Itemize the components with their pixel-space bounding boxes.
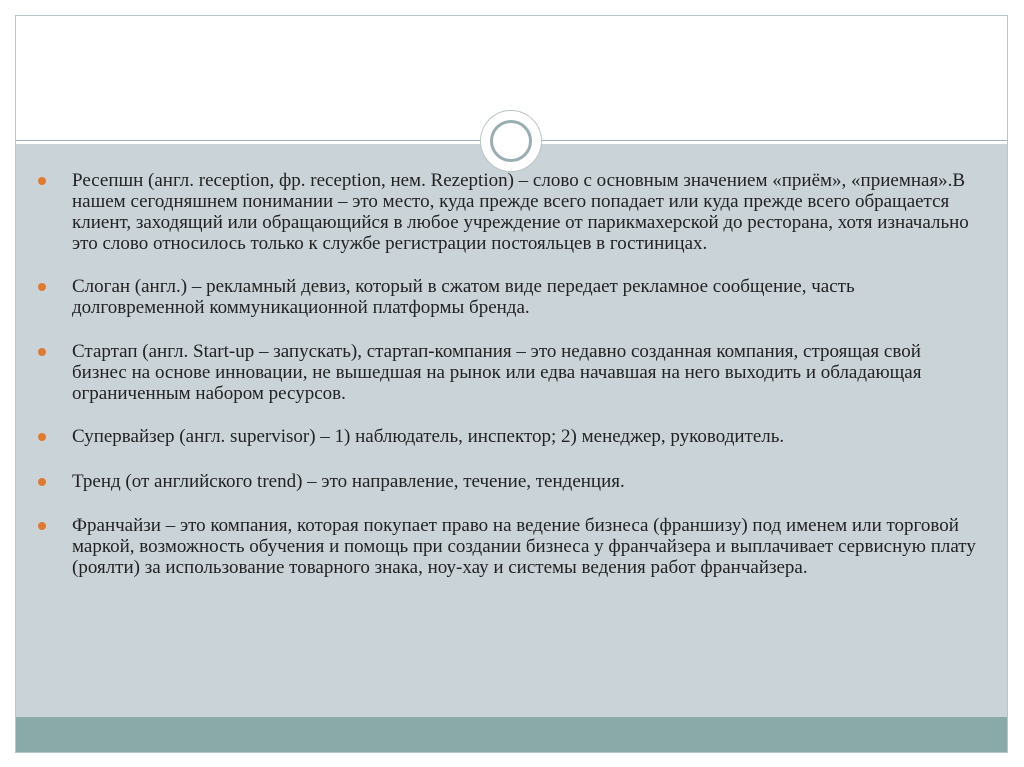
list-item-text: Слоган (англ.) – рекламный девиз, который в сжатом виде передает рекламное сообщение, часть долговременной коммуникационной платформы бренда. [72,276,855,318]
list-item-trend [38,471,978,492]
bullet-dot-icon [38,348,46,356]
list-item-startup [38,341,978,404]
bullet-dot-icon [38,177,46,185]
footer-band [16,717,1007,752]
bullet-dot-icon [38,478,46,486]
list-item-supervisor [38,426,978,447]
definition-list [38,170,978,578]
bullet-dot-icon [38,522,46,530]
list-item-text: Стартап (англ. Start-up – запускать), стартап-компания – это недавно созданная компания, строящая свой бизнес на основе инновации, не вышедшая на рынок или едва начавшая на него выходить и обладающая ограниченным набором ресурсов. [72,341,922,404]
list-item-reception [38,170,978,254]
decorative-circle-icon [480,110,542,172]
bullet-dot-icon [38,433,46,441]
list-item-slogan [38,276,978,318]
bullet-dot-icon [38,283,46,291]
decorative-inner-ring [490,120,532,162]
list-item-text: Супервайзер (англ. supervisor) – 1) наблюдатель, инспектор; 2) менеджер, руководитель. [72,426,785,447]
list-item-text: Тренд (от английского trend) – это направление, течение, тенденция. [72,471,625,492]
list-item-text: Франчайзи – это компания, которая покупает право на ведение бизнеса (франшизу) под именем или торговой маркой, возможность обучения и помощь при создании бизнеса у франчайзера и выплачивает сервисную плату (роялти) за использование товарного знака, ноу-хау и системы ведения работ франчайзера. [72,515,976,578]
list-item-franchisee [38,515,978,578]
list-item-text: Ресепшн (англ. reception, фр. reception, нем. Rezeption) – слово с основным значением «приём», «приемная».В нашем сегодняшнем понимании – это место, куда прежде всего попадает или куда прежде всего обращается клиент, заходящий или обращающийся в любое учреждение от парикмахерской до ресторана, хотя изначально это слово относилось только к службе регистрации постояльцев в гостиницах. [72,170,969,254]
